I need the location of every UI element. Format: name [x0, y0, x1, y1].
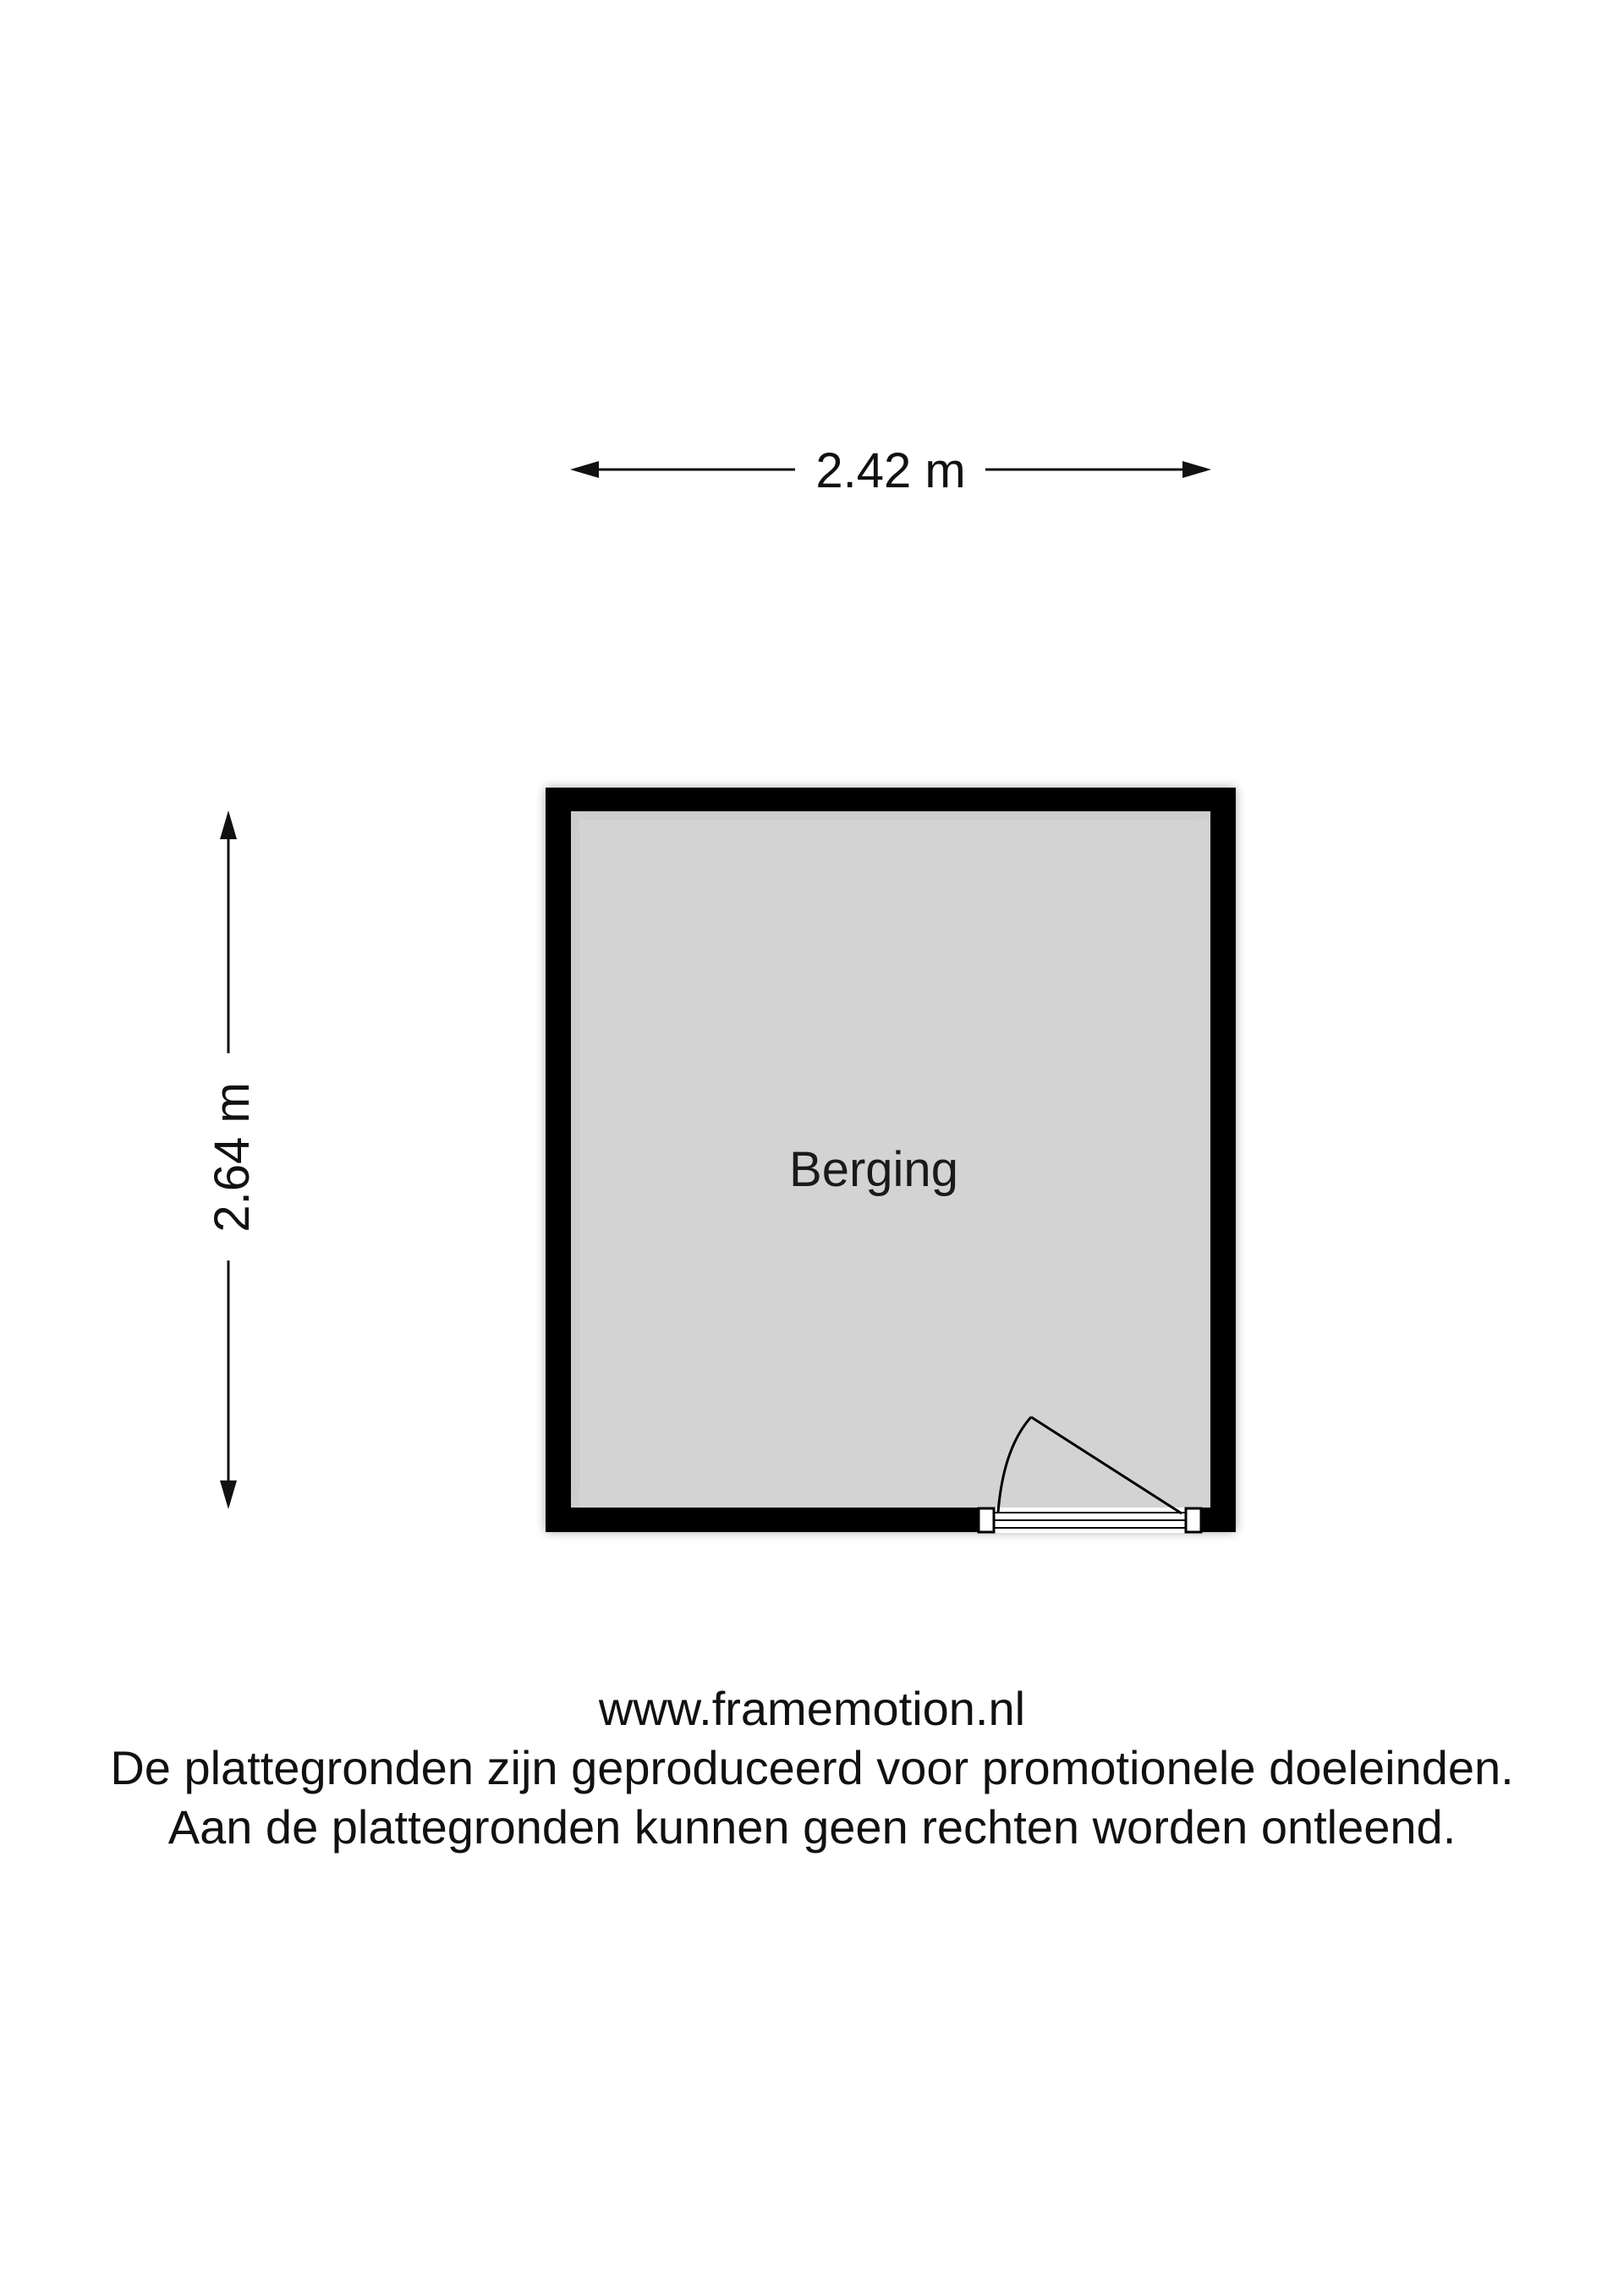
door-jamb-left [979, 1508, 994, 1532]
room-berging [546, 788, 1236, 1533]
arrow-down-icon [220, 1480, 237, 1509]
footer [0, 1679, 1624, 1857]
width-label: 2.42 m [815, 443, 966, 498]
height-label: 2.64 m [205, 1082, 260, 1233]
arrow-left-icon [570, 461, 599, 478]
disclaimer-line-2: Aan de plattegronden kunnen geen rechten worden ontleend. [167, 1800, 1457, 1854]
website-url: www.framemotion.nl [598, 1682, 1026, 1735]
disclaimer-line-1: De plattegronden zijn geproduceerd voor promotionele doeleinden. [110, 1741, 1514, 1794]
width-dimension [570, 443, 1211, 498]
arrow-right-icon [1182, 461, 1211, 478]
arrow-up-icon [220, 810, 237, 839]
door-jamb-right [1186, 1508, 1201, 1532]
room-label: Berging [789, 1142, 958, 1197]
height-dimension [205, 810, 260, 1509]
